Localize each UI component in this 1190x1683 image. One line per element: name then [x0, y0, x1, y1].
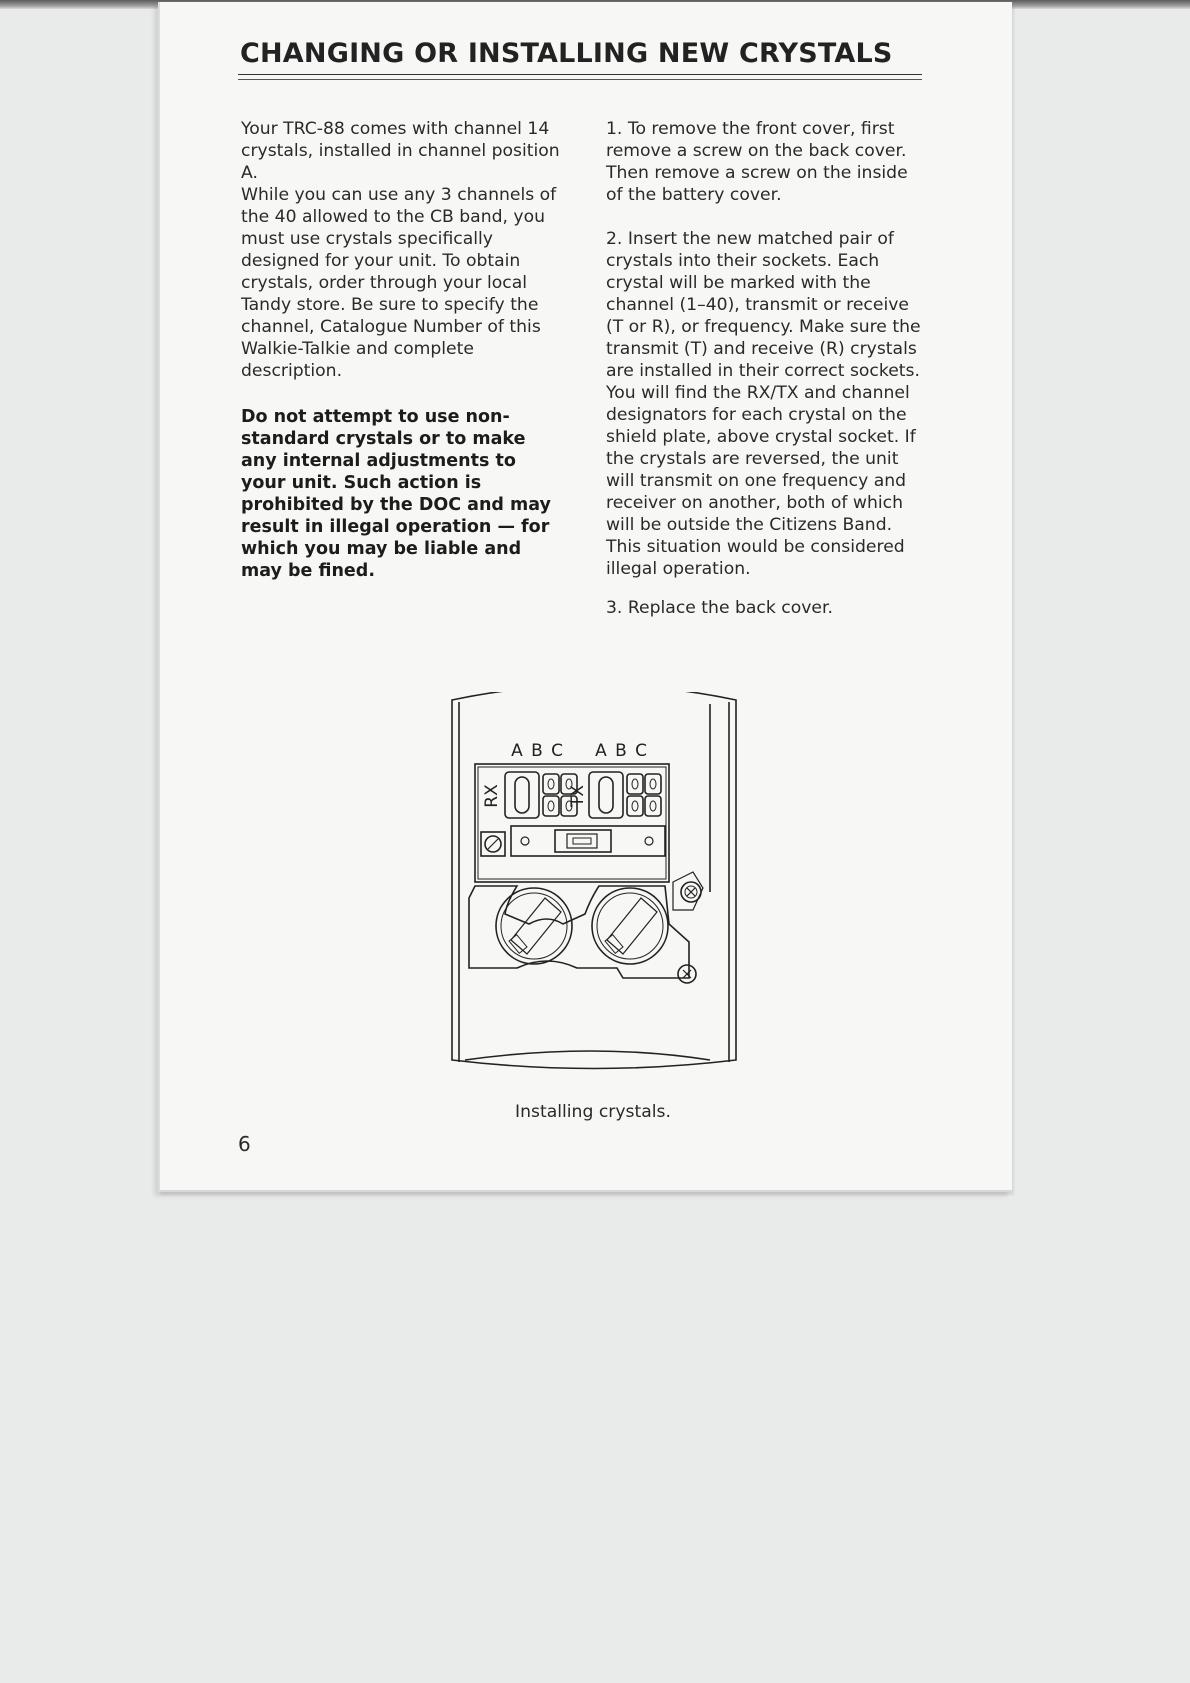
crystal-ordering-paragraph: While you can use any 3 channels of the 40 allowed to the CB band, you must use crystals specifically designed for your unit. To obtain crystals, order through your local Tandy store. Be sure to specify the channel, Catalogue Number of this Walkie-Talkie and complete description. [241, 185, 557, 381]
label-a-left: A [511, 741, 523, 761]
title-underline-secondary [238, 79, 922, 80]
rx-label: RX [482, 784, 502, 808]
figure-caption: Installing crystals. [515, 1102, 671, 1122]
label-c-left: C [551, 741, 563, 761]
right-column [606, 118, 922, 619]
title-underline [238, 74, 922, 75]
step-3: 3. Replace the back cover. [606, 598, 833, 618]
intro-paragraph: Your TRC-88 comes with channel 14 crystals, installed in channel position A. [241, 119, 560, 183]
page-title: CHANGING OR INSTALLING NEW CRYSTALS [240, 38, 893, 69]
socket-tx-b-top [627, 774, 643, 794]
crystal-tx [599, 777, 613, 813]
crystal-diagram [447, 692, 741, 1090]
crystal-socket-tx [589, 772, 623, 818]
battery-cap-left [496, 888, 572, 964]
installing-crystals-figure [447, 692, 741, 1090]
label-b-right: B [615, 741, 627, 761]
step-2: 2. Insert the new matched pair of crystals into their sockets. Each crystal will be marked with the channel (1–40), transmit or receive (T or R), or frequency. Make sure the transmit (T) and receive (R) crystals are installed in their correct sockets. You will find the RX/TX and channel designators for each crystal on the shield plate, above crystal socket. If the crystals are reversed, the unit will transmit on one frequency and receiver on another, both of which will be outside the Citizens Band. This situation would be considered illegal operation. [606, 229, 921, 579]
housing-outline [452, 692, 736, 1069]
crystal-rx [515, 777, 529, 813]
label-b-left: B [531, 741, 543, 761]
left-column [241, 118, 566, 582]
socket-rx-b-bottom [543, 796, 559, 816]
socket-tx-c-bottom [645, 796, 661, 816]
housing-bottom-curve [465, 1051, 710, 1060]
socket-tx-c-top [645, 774, 661, 794]
label-c-right: C [635, 741, 647, 761]
slide-switch [555, 830, 611, 852]
label-a-right: A [595, 741, 607, 761]
warning-paragraph: Do not attempt to use non-standard crystals or to make any internal adjustments to your unit. Such action is prohibited by the DOC and may result in illegal operation — for which you may be liable and may be fined. [241, 407, 551, 581]
battery-cap-right [592, 888, 668, 964]
battery-cap-right-slot [607, 898, 657, 954]
socket-rx-b-top [543, 774, 559, 794]
screw-bracket [673, 872, 703, 910]
page-number: 6 [238, 1132, 251, 1156]
step-1: 1. To remove the front cover, first remove a screw on the back cover. Then remove a screw on the inside of the battery cover. [606, 119, 908, 205]
tx-label: TX [568, 784, 588, 808]
socket-tx-b-bottom [627, 796, 643, 816]
battery-cap-left-slot [511, 898, 561, 954]
crystal-socket-rx [505, 772, 539, 818]
